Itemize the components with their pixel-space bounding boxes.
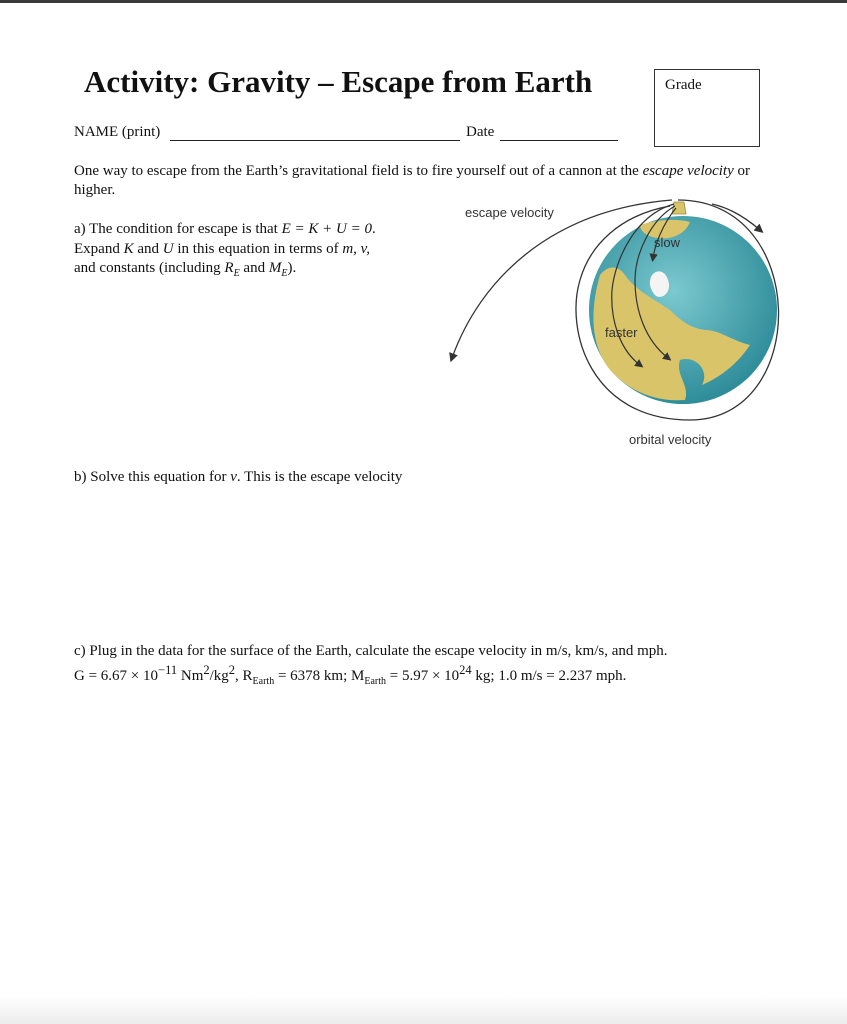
qa-text: and constants (including xyxy=(74,260,225,276)
intro-emphasis: escape velocity xyxy=(642,163,734,179)
qb-text: b) Solve this equation for xyxy=(74,469,231,485)
page-bottom-edge xyxy=(0,996,847,1024)
qc-exp: 2 xyxy=(203,663,210,677)
page-title: Activity: Gravity – Escape from Earth xyxy=(84,64,593,99)
qa-vars: m, v, xyxy=(342,240,370,257)
qa-sub-e: E xyxy=(281,268,288,279)
question-b xyxy=(74,469,402,486)
qc-text: kg; 1.0 m/s = 2.237 mph. xyxy=(471,668,627,684)
top-border xyxy=(0,0,847,3)
qa-text: a) The condition for escape is that xyxy=(74,221,282,237)
qc-text: Nm xyxy=(177,668,204,684)
grade-box[interactable] xyxy=(654,69,760,147)
faster-label: faster xyxy=(605,325,638,340)
qa-text: Expand xyxy=(74,240,124,257)
qc-text: c) Plug in the data for the surface of the Earth, calculate the escape velocity in m/s, km/s, and mph. xyxy=(74,643,668,659)
qc-sub: Earth xyxy=(252,676,275,687)
intro-text-2: or higher. xyxy=(74,163,751,198)
escape-velocity-label: escape velocity xyxy=(465,205,554,220)
question-c xyxy=(74,642,668,691)
slow-label: slow xyxy=(654,235,681,250)
question-a xyxy=(74,220,434,284)
orbital-velocity-label: orbital velocity xyxy=(629,432,712,447)
qa-text: ). xyxy=(287,260,297,276)
qa-equation: E = K + U = 0 xyxy=(281,221,372,237)
qc-exp: 2 xyxy=(228,663,236,677)
qb-var-v: v xyxy=(230,469,237,485)
qa-var-k: K xyxy=(123,240,134,257)
qc-text: , R xyxy=(235,668,253,684)
date-field[interactable] xyxy=(500,140,618,141)
qc-text: = 5.97 × 10 xyxy=(386,668,460,684)
qb-text: . This is the escape velocity xyxy=(236,469,403,485)
qa-text: in this equation in terms of xyxy=(173,240,343,257)
name-field[interactable] xyxy=(170,140,460,141)
qc-text: = 6378 km; M xyxy=(274,668,365,684)
qa-var-u: U xyxy=(162,240,174,257)
qa-var-me: M xyxy=(268,260,282,276)
qa-text: and xyxy=(239,260,269,276)
qc-exp: 24 xyxy=(459,663,472,677)
qa-sub-e: E xyxy=(233,268,240,279)
date-label: Date xyxy=(466,124,495,140)
escape-velocity-figure xyxy=(440,180,800,460)
qc-text: /kg xyxy=(209,668,229,684)
qa-text: . xyxy=(371,221,376,237)
cannon-icon xyxy=(672,202,686,214)
qa-var-re: R xyxy=(224,260,234,276)
qc-g-exp: −11 xyxy=(158,663,178,677)
qa-text: and xyxy=(133,240,163,257)
intro-text-1: One way to escape from the Earth’s gravitational field is to fire yourself out of a cannon at the xyxy=(74,163,643,179)
qc-sub: Earth xyxy=(364,676,386,687)
qc-g: G = 6.67 × 10 xyxy=(74,668,159,684)
name-label: NAME (print) xyxy=(74,124,161,140)
grade-label: Grade xyxy=(665,77,702,93)
